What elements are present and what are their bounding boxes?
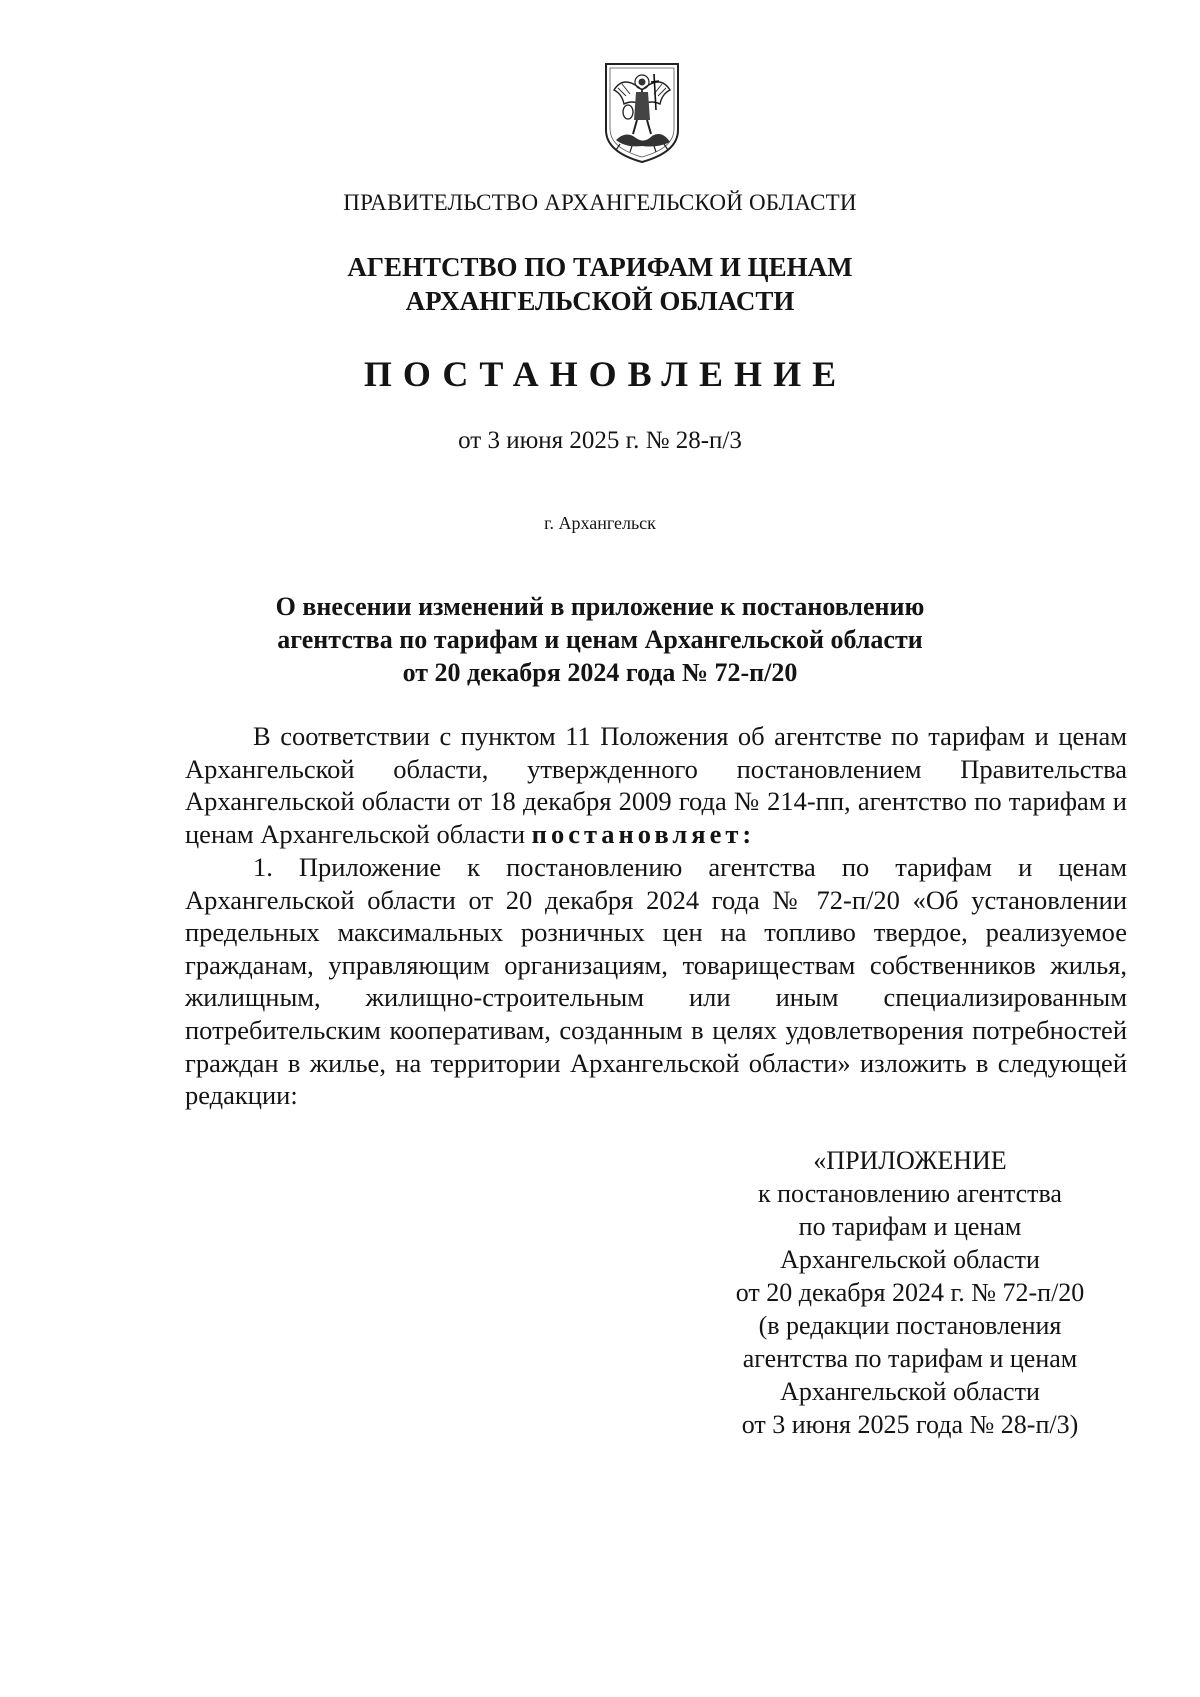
coat-of-arms-icon <box>602 60 682 166</box>
subject-line-3: от 20 декабря 2024 года № 72-п/20 <box>402 658 798 687</box>
document-date-number: от 3 июня 2025 г. № 28-п/3 <box>458 427 742 454</box>
appendix-line: по тарифам и ценам <box>798 1212 1022 1241</box>
appendix-line: от 3 июня 2025 года № 28-п/3) <box>741 1410 1079 1439</box>
document-subject <box>0 590 1200 689</box>
government-title: ПРАВИТЕЛЬСТВО АРХАНГЕЛЬСКОЙ ОБЛАСТИ <box>343 190 857 215</box>
appendix-line: агентства по тарифам и ценам <box>742 1344 1078 1373</box>
appendix-line: от 20 декабря 2024 г. № 72-п/20 <box>735 1278 1085 1307</box>
appendix-header <box>710 1144 1110 1441</box>
preamble-text: В соответствии с пунктом 11 Положения об агентстве по тарифам и ценам Архангельской области, утвержденного постановлением Правительства Архангельской области от 18 декабря 2009 года № 214-пп, агентство по тарифам и ценам Архангельской области <box>185 721 1127 849</box>
agency-title-line-2: АРХАНГЕЛЬСКОЙ ОБЛАСТИ <box>405 286 795 316</box>
appendix-line: Архангельской области <box>780 1245 1040 1274</box>
agency-title <box>0 250 1200 318</box>
document-city: г. Архангельск <box>544 513 656 533</box>
agency-title-line-1: АГЕНТСТВО ПО ТАРИФАМ И ЦЕНАМ <box>347 252 853 282</box>
subject-line-2: агентства по тарифам и ценам Архангельской области <box>277 625 923 654</box>
subject-line-1: О внесении изменений в приложение к постановлению <box>275 592 925 621</box>
document-type: ПОСТАНОВЛЕНИЕ <box>363 354 848 394</box>
appendix-line: «ПРИЛОЖЕНИЕ <box>813 1146 1007 1175</box>
preamble-paragraph <box>185 720 1127 850</box>
clause-1-paragraph: 1. Приложение к постановлению агентства по тарифам и ценам Архангельской области от 20 декабря 2024 года № 72-п/20 «Об установлении предельных максимальных розничных цен на топливо твердое, реализуемое гражданам, управляющим организациям, товариществам собственников жилья, жилищным, жилищно-строительным или иным специализированным потребительским кооперативам, созданным в целях удовлетворения потребностей граждан в жилье, на территории Архангельской области» изложить в следующей редакции: <box>185 852 1127 1111</box>
appendix-line: к постановлению агентства <box>758 1179 1062 1208</box>
resolves-keyword: постановляет: <box>531 818 756 849</box>
appendix-line: Архангельской области <box>780 1377 1040 1406</box>
appendix-line: (в редакции постановления <box>758 1311 1062 1340</box>
